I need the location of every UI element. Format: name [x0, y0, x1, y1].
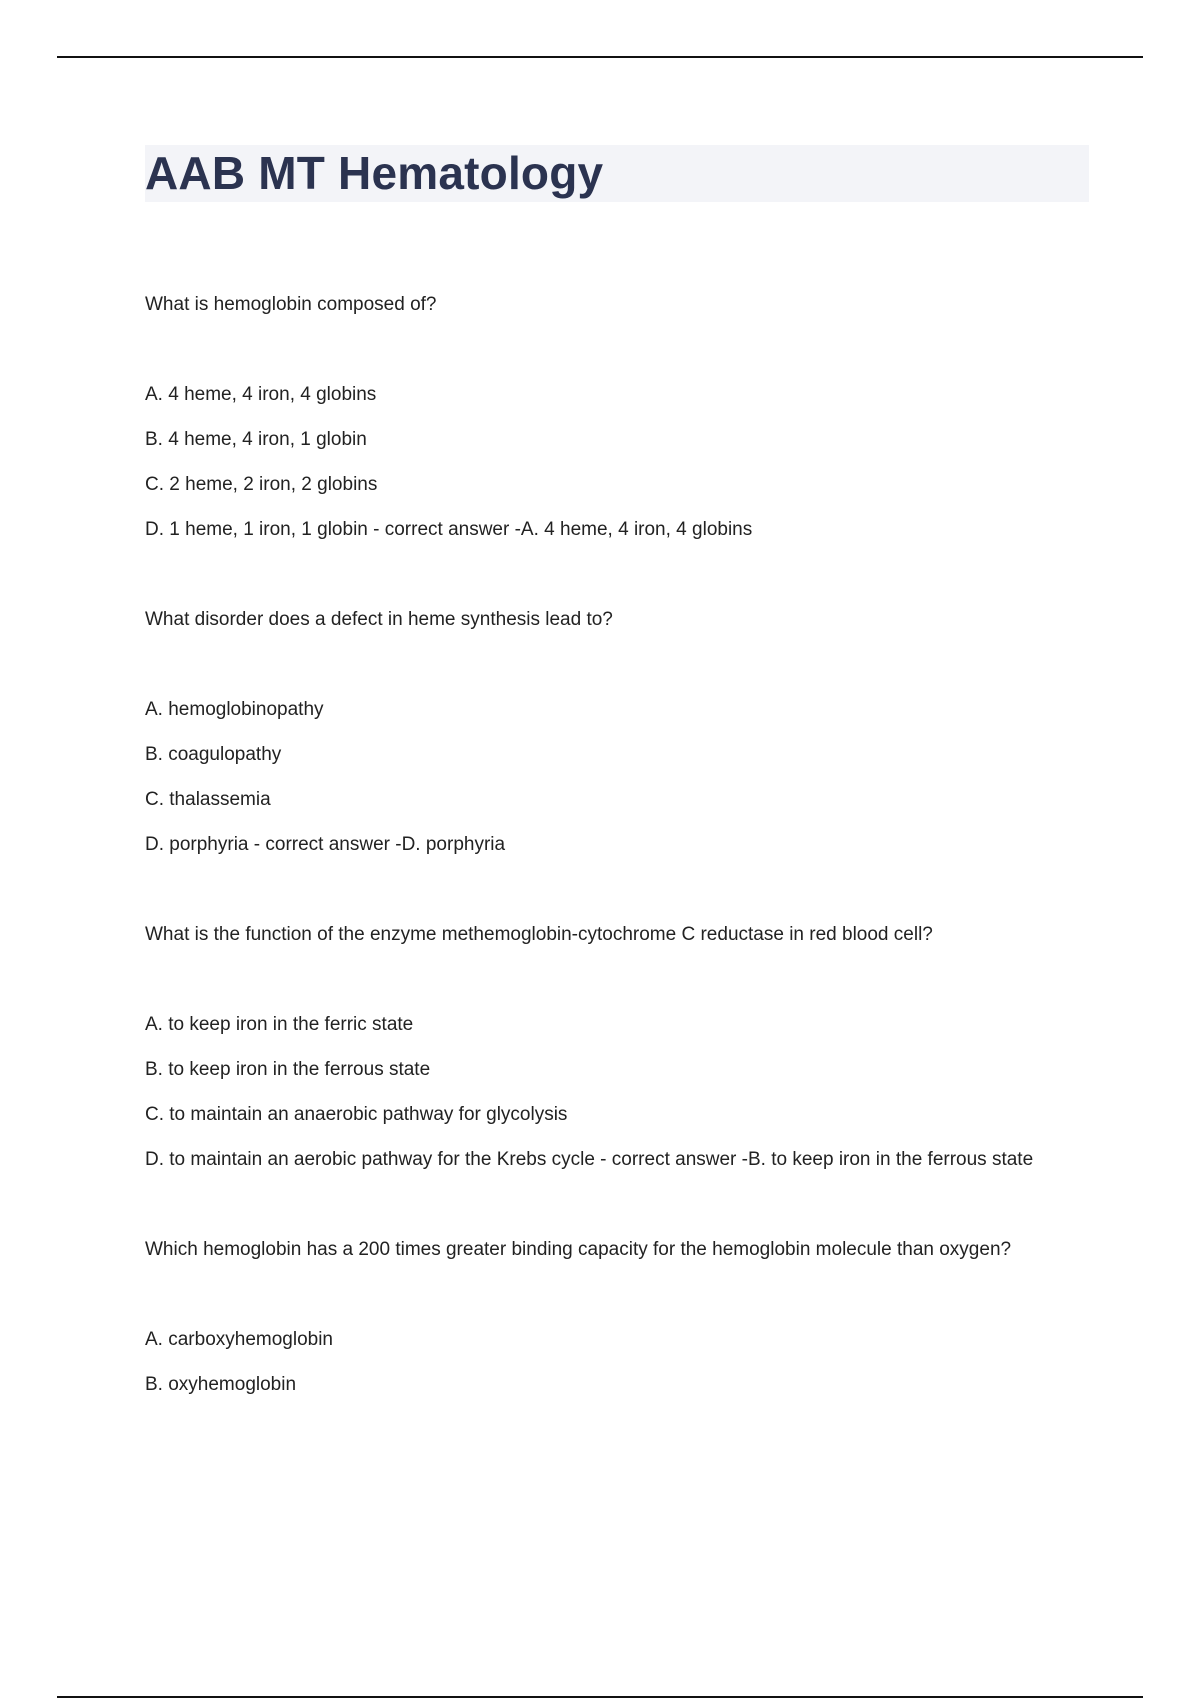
answer-option-with-key: D. to maintain an aerobic pathway for the Krebs cycle - correct answer -B. to keep iron in the ferrous state — [145, 1149, 1034, 1170]
answer-option: C. 2 heme, 2 iron, 2 globins — [145, 474, 378, 495]
answer-option: B. oxyhemoglobin — [145, 1374, 297, 1395]
answer-option-with-key: D. 1 heme, 1 iron, 1 globin - correct answer -A. 4 heme, 4 iron, 4 globins — [145, 519, 753, 540]
question-block-4 — [145, 1235, 1085, 1400]
question-text: Which hemoglobin has a 200 times greater binding capacity for the hemoglobin molecule than oxygen? — [145, 1239, 1012, 1260]
answer-option: C. to maintain an anaerobic pathway for glycolysis — [145, 1104, 568, 1125]
answer-option: B. to keep iron in the ferrous state — [145, 1059, 431, 1080]
answer-option: A. carboxyhemoglobin — [145, 1329, 333, 1350]
question-block-1 — [145, 290, 1085, 545]
question-text: What disorder does a defect in heme synthesis lead to? — [145, 609, 613, 630]
question-block-3 — [145, 920, 1085, 1175]
answer-option: B. coagulopathy — [145, 744, 282, 765]
answer-option-with-key: D. porphyria - correct answer -D. porphyria — [145, 834, 506, 855]
answer-option: B. 4 heme, 4 iron, 1 globin — [145, 429, 367, 450]
question-block-2 — [145, 605, 1085, 860]
question-list — [145, 290, 1085, 1400]
answer-option: A. 4 heme, 4 iron, 4 globins — [145, 384, 377, 405]
document-title: AAB MT Hematology — [145, 147, 604, 199]
question-text: What is the function of the enzyme methemoglobin-cytochrome C reductase in red blood cell? — [145, 924, 933, 945]
bottom-rule — [57, 1696, 1143, 1698]
answer-option: C. thalassemia — [145, 789, 271, 810]
answer-option: A. hemoglobinopathy — [145, 699, 324, 720]
top-rule — [57, 56, 1143, 58]
question-text: What is hemoglobin composed of? — [145, 294, 437, 315]
answer-option: A. to keep iron in the ferric state — [145, 1014, 414, 1035]
